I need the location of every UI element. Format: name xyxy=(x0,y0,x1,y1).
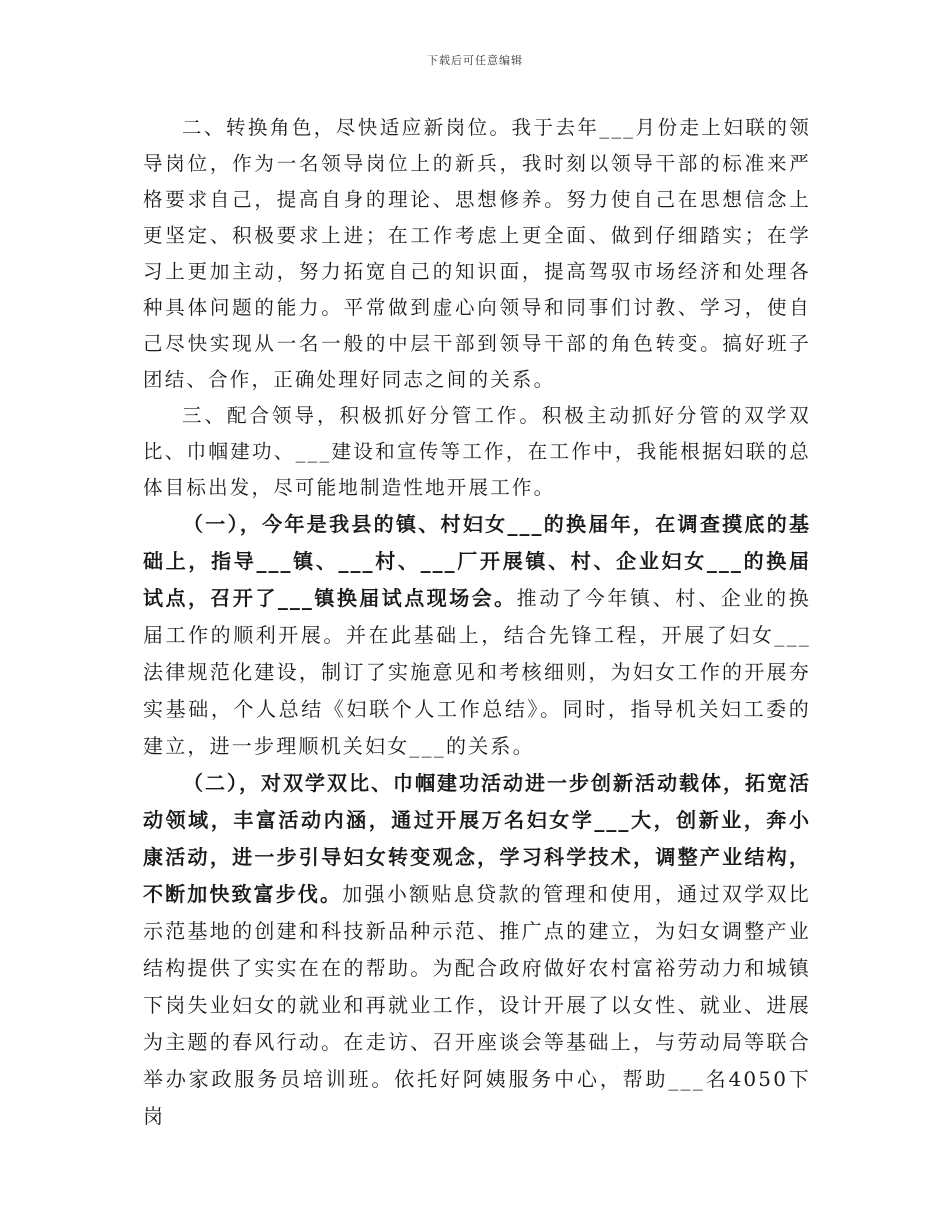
page-header-note: 下载后可任意编辑 xyxy=(427,54,523,67)
paragraph-cooperate-leadership: 三、配合领导，积极抓好分管工作。积极主动抓好分管的双学双比、巾帼建功、___建设和宣传等工作，在工作中，我能根据妇联的总体目标出发，尽可能地制造性地开展工作。 xyxy=(143,404,811,499)
paragraph-election-pilot-bold: （一），今年是我县的镇、村妇女___的换届年，在调查摸底的基础上，指导___镇、___村、___厂开展镇、村、企业妇女___的换届试点，召开了___镇换届试点现场会。 xyxy=(143,512,811,610)
paragraph-double-learning xyxy=(143,765,811,1135)
paragraph-election-pilot-rest: 推动了今年镇、村、企业的换届工作的顺利开展。并在此基础上，结合先锋工程，开展了妇女___法律规范化建设，制订了实施意见和考核细则，为妇女工作的开展夯实基础，个人总结《妇联个人工作总结》。同时，指导机关妇工委的建立，进一步理顺机关妇女___的关系。 xyxy=(143,586,811,758)
paragraph-role-transition: 二、转换角色，尽快适应新岗位。我于去年___月份走上妇联的领导岗位，作为一名领导岗位上的新兵，我时刻以领导干部的标准来严格要求自己，提高自身的理论、思想修养。努力使自己在思想信念上更坚定、积极要求上进；在工作考虑上更全面、做到仔细踏实；在学习上更加主动，努力拓宽自己的知识面，提高驾驭市场经济和处理各种具体问题的能力。平常做到虚心向领导和同事们讨教、学习，使自己尽快实现从一名一般的中层干部到领导干部的角色转变。搞好班子团结、合作，正确处理好同志之间的关系。 xyxy=(143,116,811,391)
paragraph-double-learning-bold: （二），对双学双比、巾帼建功活动进一步创新活动载体，拓宽活动领域，丰富活动内涵，通过开展万名妇女学___大，创新业，奔小康活动，进一步引导妇女转变观念，学习科学技术，调整产业结构，不断加快致富步伐。 xyxy=(143,771,811,906)
paragraph-election-pilot xyxy=(143,506,811,765)
paragraph-double-learning-rest: 加强小额贴息贷款的管理和使用，通过双学双比示范基地的创建和科技新品种示范、推广点的建立，为妇女调整产业结构提供了实实在在的帮助。为配合政府做好农村富裕劳动力和城镇下岗失业妇女的就业和再就业工作，设计开展了以女性、就业、进展为主题的春风行动。在走访、召开座谈会等基础上，与劳动局等联合举办家政服务员培训班。依托好阿姨服务中心，帮助___名4050下岗 xyxy=(143,882,812,1128)
document-body xyxy=(143,110,811,1135)
